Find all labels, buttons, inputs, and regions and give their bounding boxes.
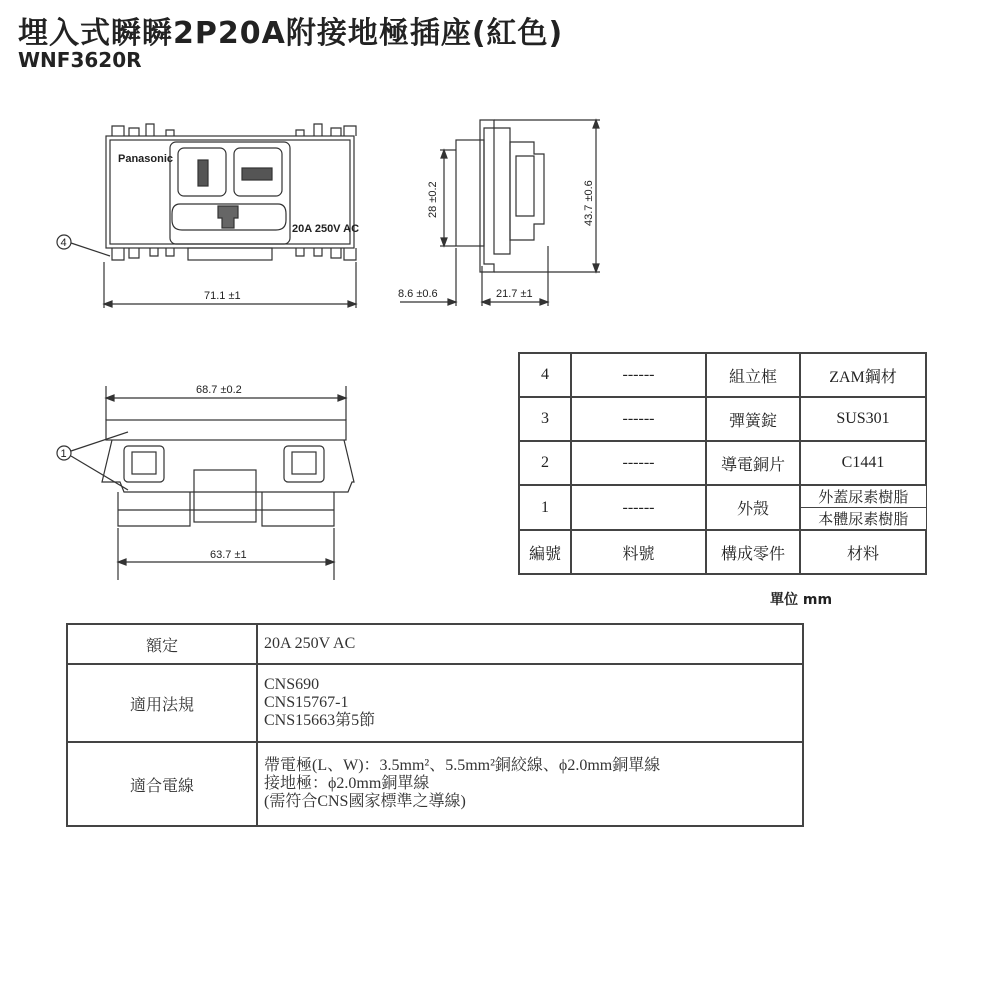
dim-side-height-inner: 28 ±0.2 <box>427 181 439 218</box>
material-cell-body: 本體尿素樹脂 <box>800 508 926 531</box>
component-cell: 導電銅片 <box>706 441 800 485</box>
dim-side-height-outer: 43.7 ±0.6 <box>583 180 595 226</box>
material-cell-cover: 外蓋尿素樹脂 <box>800 485 926 508</box>
dim-side-depth-front: 8.6 ±0.6 <box>398 288 438 300</box>
standard-item: CNS690 <box>264 676 320 693</box>
part-no-cell: 1 <box>519 485 571 530</box>
brand-label: Panasonic <box>118 153 174 165</box>
table-row <box>519 441 926 485</box>
table-row <box>67 742 803 826</box>
header-material: 材料 <box>800 530 926 574</box>
header-no: 編號 <box>519 530 571 574</box>
wire-item: (需符合CNS國家標準之導線) <box>264 793 466 810</box>
standards-value <box>257 664 803 742</box>
header-part-no: 料號 <box>571 530 706 574</box>
part-number-cell: ------ <box>571 441 706 485</box>
page-title: 埋入式瞬瞬2P20A附接地極插座(紅色) <box>18 16 564 51</box>
parts-table <box>518 352 927 575</box>
dim-bottom-base-width: 63.7 ±1 <box>210 549 247 561</box>
standard-item: CNS15663第5節 <box>264 712 376 729</box>
part-number-cell: ------ <box>571 397 706 441</box>
callout-frame: 4 <box>60 237 67 249</box>
standard-item: CNS15767-1 <box>264 694 349 711</box>
part-no-cell: 3 <box>519 397 571 441</box>
material-cell: C1441 <box>800 441 926 485</box>
table-header-row <box>519 530 926 574</box>
component-cell: 外殼 <box>706 485 800 530</box>
part-no-cell: 4 <box>519 353 571 397</box>
table-row <box>519 485 926 508</box>
rating-marking: 20A 250V AC <box>292 223 360 235</box>
wire-item: 帶電極(L、W)：3.5mm²、5.5mm²銅絞線、ϕ2.0mm銅單線 <box>264 757 661 774</box>
wire-value <box>257 742 803 826</box>
table-row <box>67 664 803 742</box>
part-number-cell: ------ <box>571 353 706 397</box>
rating-label: 額定 <box>67 624 257 664</box>
dim-front-width: 71.1 ±1 <box>204 290 241 302</box>
rating-value: 20A 250V AC <box>257 624 803 664</box>
front-view <box>57 124 356 308</box>
table-row <box>519 397 926 441</box>
table-row <box>519 353 926 397</box>
wire-item: 接地極：ϕ2.0mm銅單線 <box>264 775 430 792</box>
material-cell: SUS301 <box>800 397 926 441</box>
component-cell: 彈簧錠 <box>706 397 800 441</box>
header-component: 構成零件 <box>706 530 800 574</box>
dim-bottom-top-width: 68.7 ±0.2 <box>196 384 242 396</box>
bottom-view <box>57 386 354 580</box>
spec-table <box>66 623 804 827</box>
callout-housing: 1 <box>60 448 67 460</box>
part-number-cell: ------ <box>571 485 706 530</box>
component-cell: 組立框 <box>706 353 800 397</box>
dim-side-depth-body: 21.7 ±1 <box>496 288 533 300</box>
wire-label: 適合電線 <box>67 742 257 826</box>
model-number: WNF3620R <box>18 48 142 72</box>
standards-label: 適用法規 <box>67 664 257 742</box>
table-row <box>67 624 803 664</box>
material-cell: ZAM鋼材 <box>800 353 926 397</box>
unit-label: 單位 mm <box>770 592 833 608</box>
part-no-cell: 2 <box>519 441 571 485</box>
